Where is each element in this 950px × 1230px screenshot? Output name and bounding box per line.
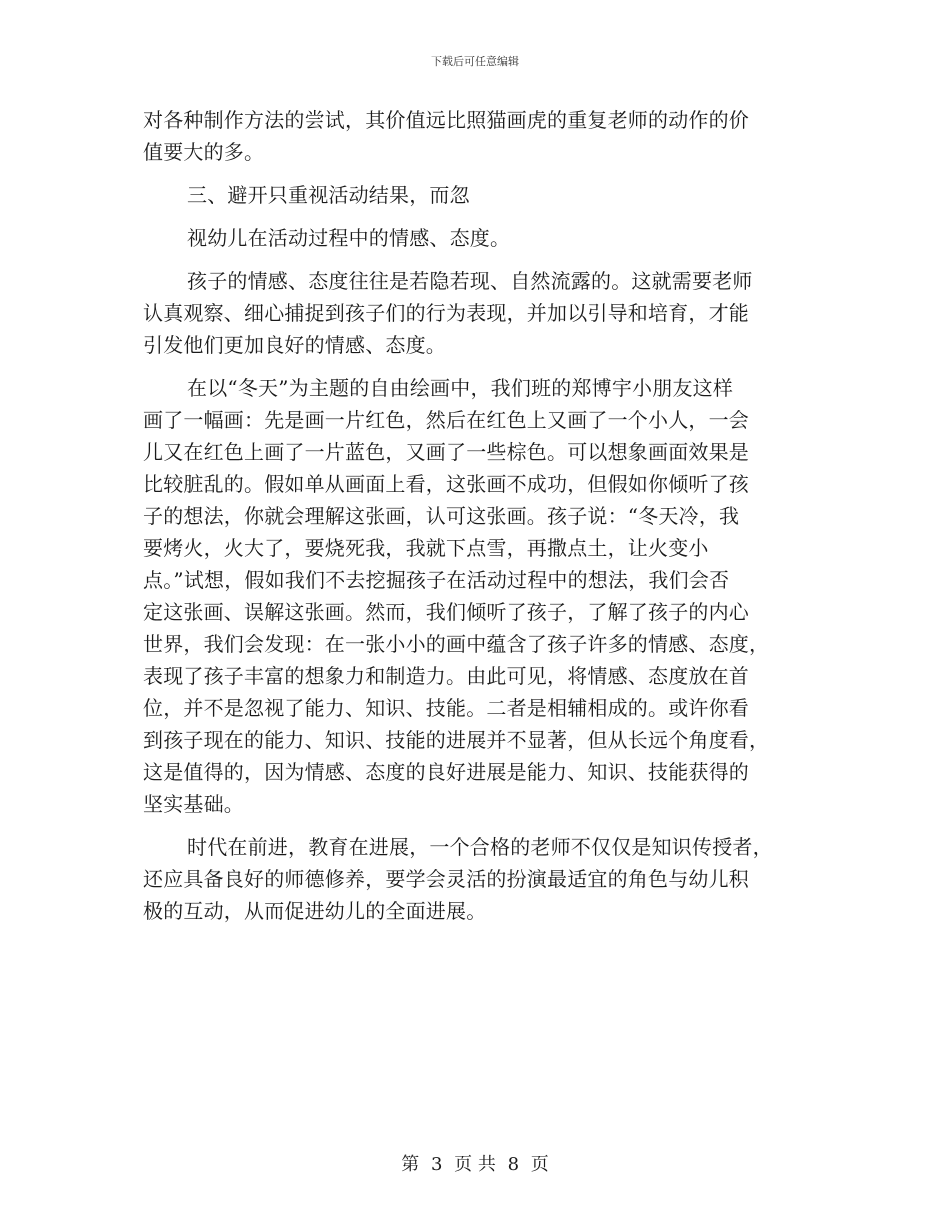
page-body bbox=[143, 104, 803, 927]
text-line: 要烤火，火大了，要烧死我，我就下点雪，再撒点土，让火变小 bbox=[143, 536, 709, 560]
paragraph bbox=[143, 104, 803, 168]
text-line: 子的想法，你就会理解这张画，认可这张画。孩子说：“冬天冷，我 bbox=[143, 504, 740, 528]
paragraph bbox=[143, 372, 803, 820]
paragraph bbox=[143, 222, 803, 254]
text-line: 时代在前进，教育在进展，一个合格的老师不仅仅是知识传授者， bbox=[187, 835, 773, 859]
paragraph bbox=[143, 831, 803, 927]
text-line: 世界，我们会发现：在一张小小的画中蕴含了孩子许多的情感、态度， bbox=[143, 632, 770, 656]
text-line: 坚实基础。 bbox=[143, 792, 244, 816]
text-line: 视幼儿在活动过程中的情感、态度。 bbox=[187, 226, 511, 250]
footer-prefix: 第 bbox=[401, 1154, 420, 1175]
text-line: 认真观察、细心捕捉到孩子们的行为表现，并加以引导和培育，才能 bbox=[143, 301, 749, 325]
text-line: 值要大的多。 bbox=[143, 140, 265, 164]
text-line: 孩子的情感、态度往往是若隐若现、自然流露的。这就需要老师 bbox=[187, 269, 753, 293]
text-line: 这是值得的，因为情感、态度的良好进展是能力、知识、技能获得的 bbox=[143, 760, 749, 784]
text-line: 引发他们更加良好的情感、态度。 bbox=[143, 333, 446, 357]
paragraph bbox=[143, 265, 803, 361]
text-line: 点。”试想，假如我们不去挖掘孩子在活动过程中的想法，我们会否 bbox=[143, 568, 730, 592]
current-page-number: 3 bbox=[430, 1154, 443, 1175]
header-note: 下载后可任意编辑 bbox=[431, 55, 519, 68]
text-line: 儿又在红色上画了一片蓝色，又画了一些棕色。可以想象画面效果是 bbox=[143, 440, 749, 464]
text-line: 定这张画、误解这张画。然而，我们倾听了孩子，了解了孩子的内心 bbox=[143, 600, 749, 624]
page-footer bbox=[0, 1153, 950, 1177]
page-header bbox=[0, 55, 950, 69]
text-line: 画了一幅画：先是画一片红色，然后在红色上又画了一个小人，一会 bbox=[143, 408, 749, 432]
footer-suffix: 页 bbox=[530, 1154, 549, 1175]
text-line: 对各种制作方法的尝试，其价值远比照猫画虎的重复老师的动作的价 bbox=[143, 108, 749, 132]
text-line: 表现了孩子丰富的想象力和制造力。由此可见，将情感、态度放在首 bbox=[143, 664, 749, 688]
footer-middle: 页 共 bbox=[454, 1154, 496, 1175]
text-line: 位，并不是忽视了能力、知识、技能。二者是相辅相成的。或许你看 bbox=[143, 696, 749, 720]
text-line: 三、避开只重视活动结果，而忽 bbox=[187, 183, 470, 207]
text-line: 还应具备良好的师德修养，要学会灵活的扮演最适宜的角色与幼儿积 bbox=[143, 867, 749, 891]
total-page-count: 8 bbox=[507, 1154, 520, 1175]
text-line: 极的互动，从而促进幼儿的全面进展。 bbox=[143, 899, 487, 923]
text-line: 在以“冬天”为主题的自由绘画中，我们班的郑博宇小朋友这样 bbox=[187, 376, 734, 400]
section-heading bbox=[143, 179, 803, 211]
text-line: 到孩子现在的能力、知识、技能的进展并不显著，但从长远个角度看， bbox=[143, 728, 770, 752]
text-line: 比较脏乱的。假如单从画面上看，这张画不成功，但假如你倾听了孩 bbox=[143, 472, 749, 496]
